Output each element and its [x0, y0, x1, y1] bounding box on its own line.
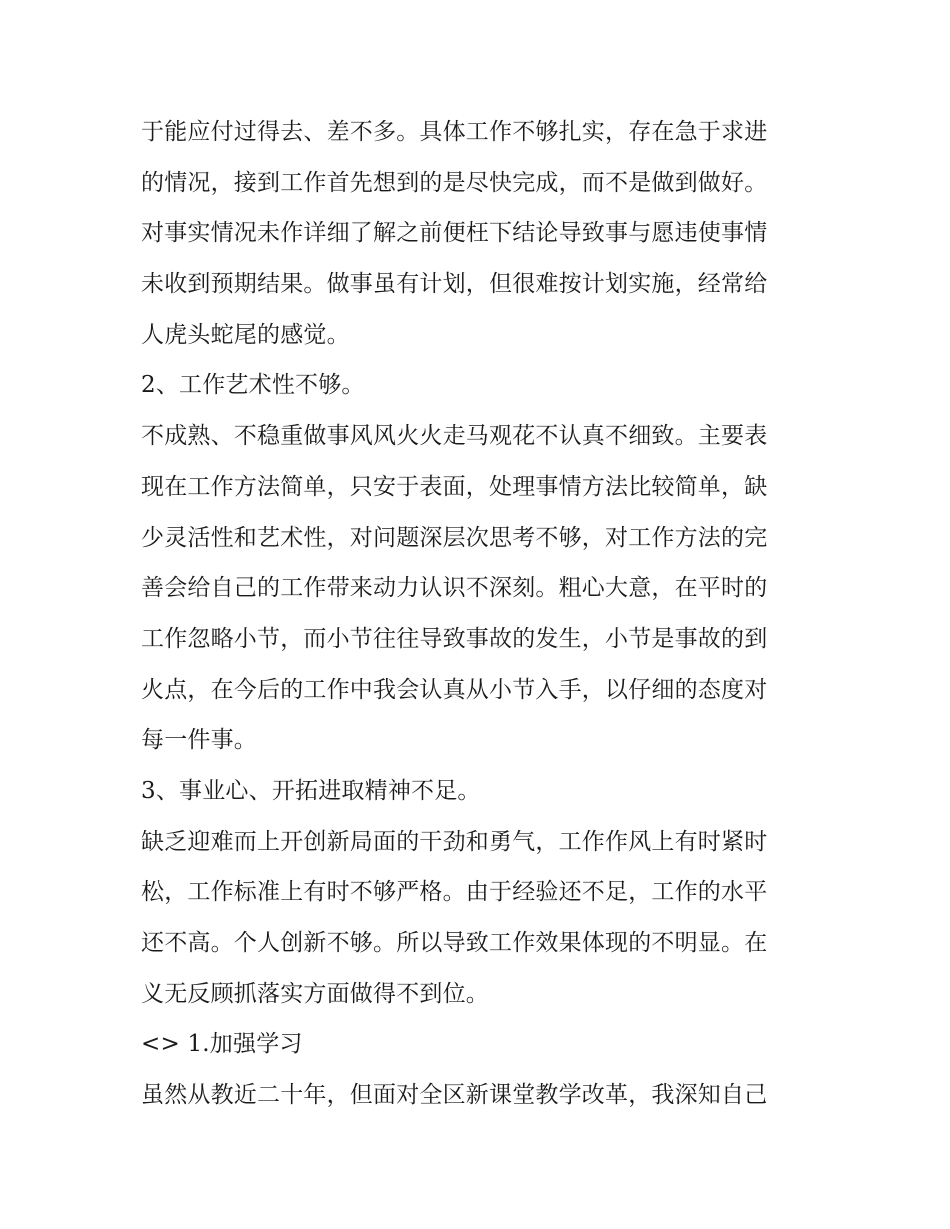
- text-line: 少灵活性和艺术性，对问题深层次思考不够，对工作方法的完: [141, 524, 768, 551]
- text-line: 人虎头蛇尾的感觉。: [141, 321, 350, 348]
- text-line: 缺乏迎难而上开创新局面的干劲和勇气，工作作风上有时紧时: [141, 828, 768, 855]
- text-line: 每一件事。: [141, 727, 257, 754]
- text-line: 工作忽略小节，而小节往往导致事故的发生，小节是事故的到: [141, 625, 768, 652]
- text-line: 火点，在今后的工作中我会认真从小节入手，以仔细的态度对: [141, 676, 768, 703]
- text-line: 于能应付过得去、差不多。具体工作不够扎实，存在急于求进: [141, 119, 768, 145]
- text-line: 未收到预期结果。做事虽有计划，但很难按计划实施，经常给: [141, 271, 768, 298]
- document-body: [141, 107, 811, 1121]
- text-line: 对事实情况未作详细了解之前便枉下结论导致事与愿违使事情: [141, 220, 768, 247]
- text-line: 善会给自己的工作带来动力认识不深刻。粗心大意，在平时的: [141, 575, 768, 602]
- section-heading: 2、工作艺术性不够。: [141, 372, 365, 399]
- section-heading: 3、事业心、开拓进取精神不足。: [141, 777, 481, 804]
- text-line: 松，工作标准上有时不够严格。由于经验还不足，工作的水平: [141, 879, 768, 906]
- text-line: 虽然从教近二十年，但面对全区新课堂教学改革，我深知自己: [141, 1082, 768, 1109]
- section-heading: <> 1.加强学习: [141, 1031, 303, 1058]
- text-line: 还不高。个人创新不够。所以导致工作效果体现的不明显。在: [141, 930, 768, 956]
- text-line: 的情况，接到工作首先想到的是尽快完成，而不是做到做好。: [141, 169, 768, 196]
- text-line: 义无反顾抓落实方面做得不到位。: [141, 980, 489, 1007]
- text-line: 现在工作方法简单，只安于表面，处理事情方法比较简单，缺: [141, 473, 768, 500]
- text-line: 不成熟、不稳重做事风风火火走马观花不认真不细致。主要表: [141, 423, 768, 450]
